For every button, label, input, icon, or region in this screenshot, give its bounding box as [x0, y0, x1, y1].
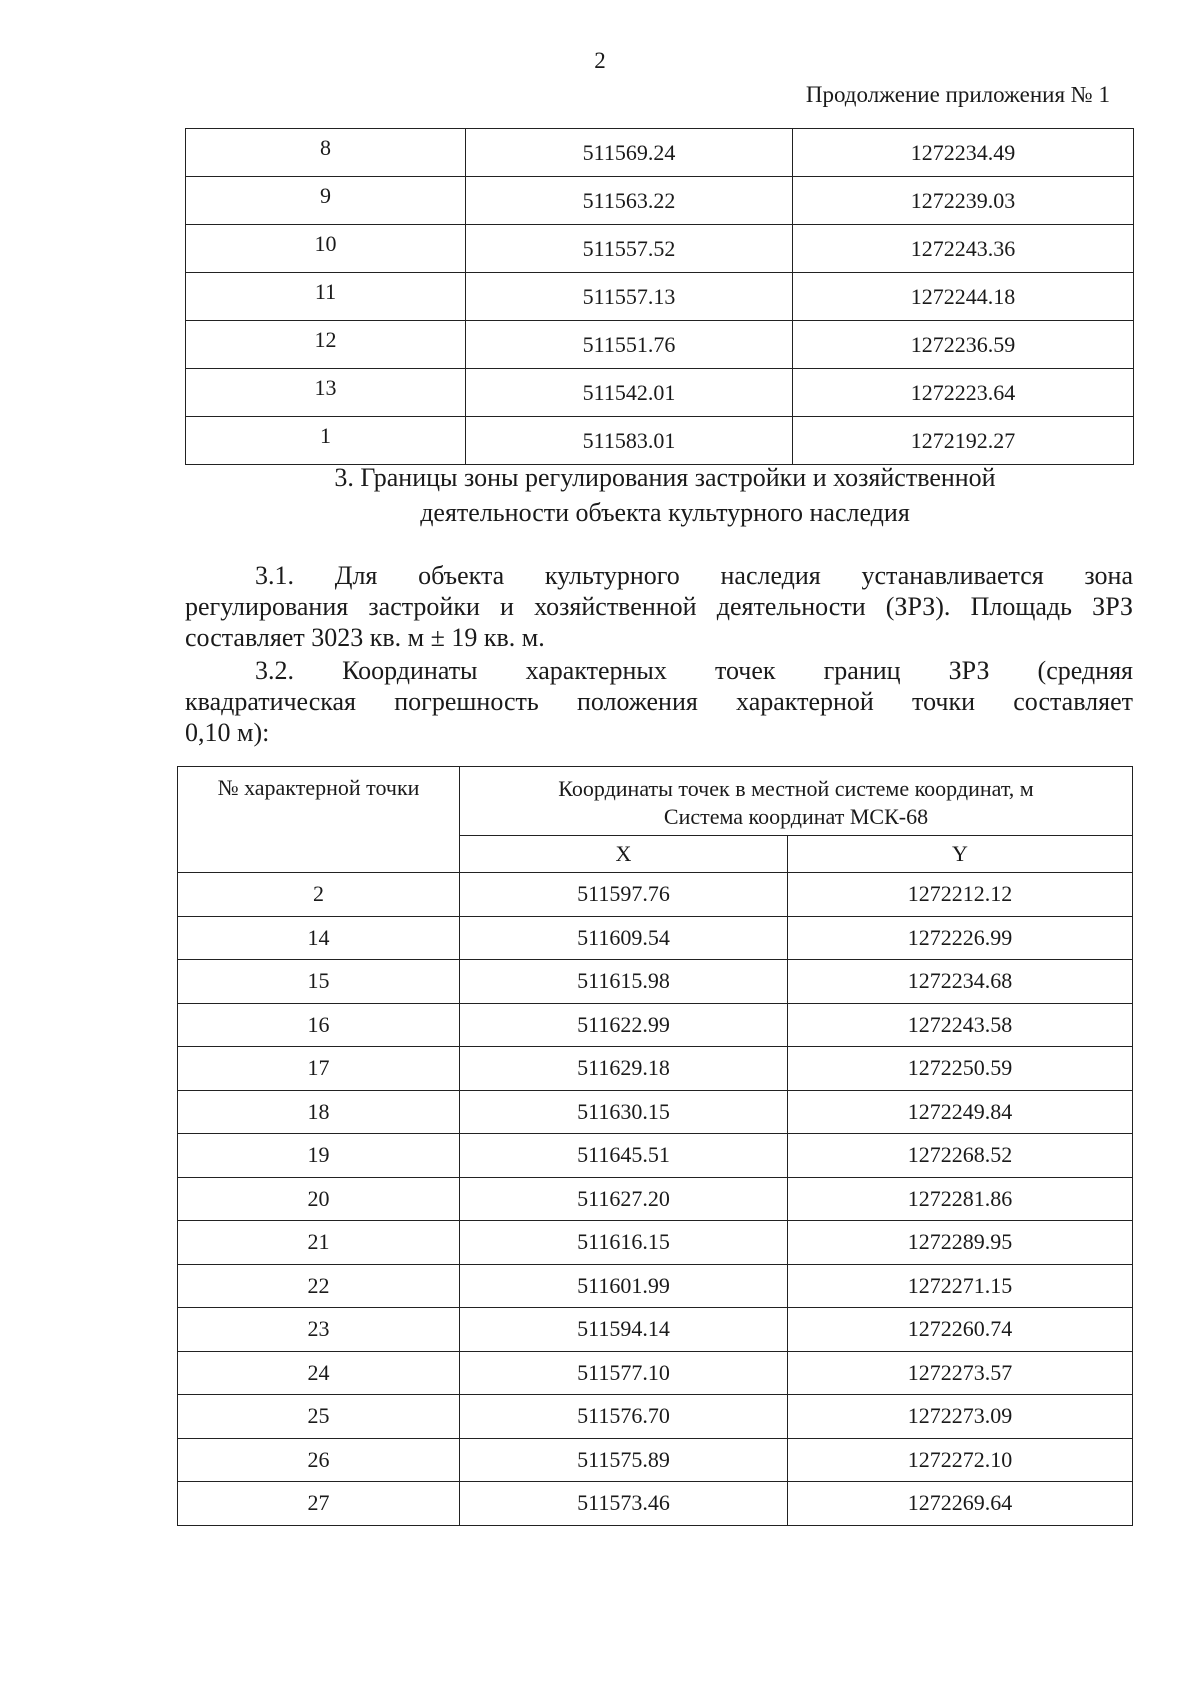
- point-number-cell: 11: [186, 273, 466, 321]
- table-row: [178, 1395, 1133, 1439]
- y-coordinate-cell: 1272272.10: [788, 1438, 1133, 1482]
- y-coordinate-cell: 1272236.59: [793, 321, 1134, 369]
- y-coordinate-cell: 1272260.74: [788, 1308, 1133, 1352]
- page-number: 2: [594, 48, 606, 73]
- x-coordinate-cell: 511569.24: [466, 129, 793, 177]
- paragraph-3-2-line: квадратическая погрешность положения характерной точки составляет: [185, 687, 1133, 716]
- x-coordinate-cell: 511616.15: [460, 1221, 788, 1265]
- table-row: [178, 916, 1133, 960]
- table-row: [186, 273, 1134, 321]
- paragraph-3-1-line: регулирования застройки и хозяйственной деятельности (ЗРЗ). Площадь ЗРЗ: [185, 592, 1133, 621]
- x-coordinate-cell: 511575.89: [460, 1438, 788, 1482]
- table-row: [178, 1090, 1133, 1134]
- x-coordinate-cell: 511594.14: [460, 1308, 788, 1352]
- point-number-cell: 18: [178, 1090, 460, 1134]
- point-number-cell: 26: [178, 1438, 460, 1482]
- table-row: [178, 1351, 1133, 1395]
- y-coordinate-cell: 1272268.52: [788, 1134, 1133, 1178]
- y-coordinate-cell: 1272239.03: [793, 177, 1134, 225]
- table-row: [178, 1177, 1133, 1221]
- table-row: [178, 1264, 1133, 1308]
- x-coordinate-cell: 511627.20: [460, 1177, 788, 1221]
- table-row: [178, 873, 1133, 917]
- point-number-cell: 12: [186, 321, 466, 369]
- point-number-cell: 2: [178, 873, 460, 917]
- y-coordinate-cell: 1272234.49: [793, 129, 1134, 177]
- point-number-cell: 13: [186, 369, 466, 417]
- y-coordinate-cell: 1272244.18: [793, 273, 1134, 321]
- point-number-cell: 25: [178, 1395, 460, 1439]
- paragraph-3-1: [185, 560, 1133, 653]
- y-coordinate-cell: 1272226.99: [788, 916, 1133, 960]
- point-number-cell: 27: [178, 1482, 460, 1526]
- paragraph-3-2: [185, 655, 1133, 748]
- point-number-cell: 1: [186, 417, 466, 465]
- table-row: [186, 225, 1134, 273]
- y-coordinate-cell: 1272192.27: [793, 417, 1134, 465]
- table-row: [178, 1482, 1133, 1526]
- x-coordinate-cell: 511629.18: [460, 1047, 788, 1091]
- section-3-heading: [265, 460, 1065, 530]
- x-coordinate-cell: 511573.46: [460, 1482, 788, 1526]
- point-number-cell: 14: [178, 916, 460, 960]
- point-number-cell: 15: [178, 960, 460, 1004]
- x-coordinate-cell: 511542.01: [466, 369, 793, 417]
- header-x: X: [460, 836, 788, 873]
- x-coordinate-cell: 511630.15: [460, 1090, 788, 1134]
- point-number-cell: 24: [178, 1351, 460, 1395]
- header-point-number: № характерной точки: [178, 767, 460, 873]
- point-number-cell: 19: [178, 1134, 460, 1178]
- table-row: [186, 177, 1134, 225]
- paragraph-3-2-line: 0,10 м):: [185, 718, 270, 747]
- section-3-heading-line-1: 3. Границы зоны регулирования застройки и хозяйственной: [334, 463, 996, 492]
- x-coordinate-cell: 511576.70: [460, 1395, 788, 1439]
- y-coordinate-cell: 1272281.86: [788, 1177, 1133, 1221]
- section-3-heading-line-2: деятельности объекта культурного наследия: [420, 498, 910, 527]
- x-coordinate-cell: 511615.98: [460, 960, 788, 1004]
- table-row: [178, 960, 1133, 1004]
- point-number-cell: 8: [186, 129, 466, 177]
- point-number-cell: 21: [178, 1221, 460, 1265]
- x-coordinate-cell: 511563.22: [466, 177, 793, 225]
- y-coordinate-cell: 1272249.84: [788, 1090, 1133, 1134]
- appendix-note: Продолжение приложения № 1: [805, 82, 1110, 107]
- header-coordinates-line-1: Координаты точек в местной системе координат, м: [558, 776, 1034, 801]
- y-coordinate-cell: 1272250.59: [788, 1047, 1133, 1091]
- x-coordinate-cell: 511597.76: [460, 873, 788, 917]
- table-row: [186, 321, 1134, 369]
- y-coordinate-cell: 1272212.12: [788, 873, 1133, 917]
- zrz-coordinates-table: [177, 766, 1133, 1526]
- y-coordinate-cell: 1272273.57: [788, 1351, 1133, 1395]
- header-y: Y: [788, 836, 1133, 873]
- table-row: [178, 1003, 1133, 1047]
- y-coordinate-cell: 1272243.58: [788, 1003, 1133, 1047]
- point-number-cell: 10: [186, 225, 466, 273]
- header-coordinates-line-2: Система координат МСК-68: [663, 804, 929, 829]
- table-row: [186, 129, 1134, 177]
- x-coordinate-cell: 511601.99: [460, 1264, 788, 1308]
- point-number-cell: 22: [178, 1264, 460, 1308]
- x-coordinate-cell: 511557.13: [466, 273, 793, 321]
- x-coordinate-cell: 511622.99: [460, 1003, 788, 1047]
- y-coordinate-cell: 1272234.68: [788, 960, 1133, 1004]
- y-coordinate-cell: 1272273.09: [788, 1395, 1133, 1439]
- y-coordinate-cell: 1272289.95: [788, 1221, 1133, 1265]
- paragraph-3-1-line: 3.1. Для объекта культурного наследия устанавливается зона: [255, 561, 1133, 590]
- x-coordinate-cell: 511583.01: [466, 417, 793, 465]
- point-number-cell: 17: [178, 1047, 460, 1091]
- table-row: [178, 1308, 1133, 1352]
- table-row: [178, 1438, 1133, 1482]
- y-coordinate-cell: 1272243.36: [793, 225, 1134, 273]
- point-number-cell: 16: [178, 1003, 460, 1047]
- x-coordinate-cell: 511645.51: [460, 1134, 788, 1178]
- y-coordinate-cell: 1272269.64: [788, 1482, 1133, 1526]
- paragraph-3-2-line: 3.2. Координаты характерных точек границ ЗРЗ (средняя: [255, 656, 1133, 685]
- coordinates-table-continued: [185, 128, 1134, 465]
- y-coordinate-cell: 1272271.15: [788, 1264, 1133, 1308]
- table-row: [178, 1134, 1133, 1178]
- point-number-cell: 9: [186, 177, 466, 225]
- x-coordinate-cell: 511551.76: [466, 321, 793, 369]
- table-row: [186, 417, 1134, 465]
- table-row: [178, 1047, 1133, 1091]
- paragraph-3-1-line: составляет 3023 кв. м ± 19 кв. м.: [185, 623, 545, 652]
- point-number-cell: 23: [178, 1308, 460, 1352]
- table-row: [178, 1221, 1133, 1265]
- y-coordinate-cell: 1272223.64: [793, 369, 1134, 417]
- header-coordinates-group: [460, 767, 1133, 836]
- x-coordinate-cell: 511577.10: [460, 1351, 788, 1395]
- x-coordinate-cell: 511609.54: [460, 916, 788, 960]
- x-coordinate-cell: 511557.52: [466, 225, 793, 273]
- table-row: [186, 369, 1134, 417]
- point-number-cell: 20: [178, 1177, 460, 1221]
